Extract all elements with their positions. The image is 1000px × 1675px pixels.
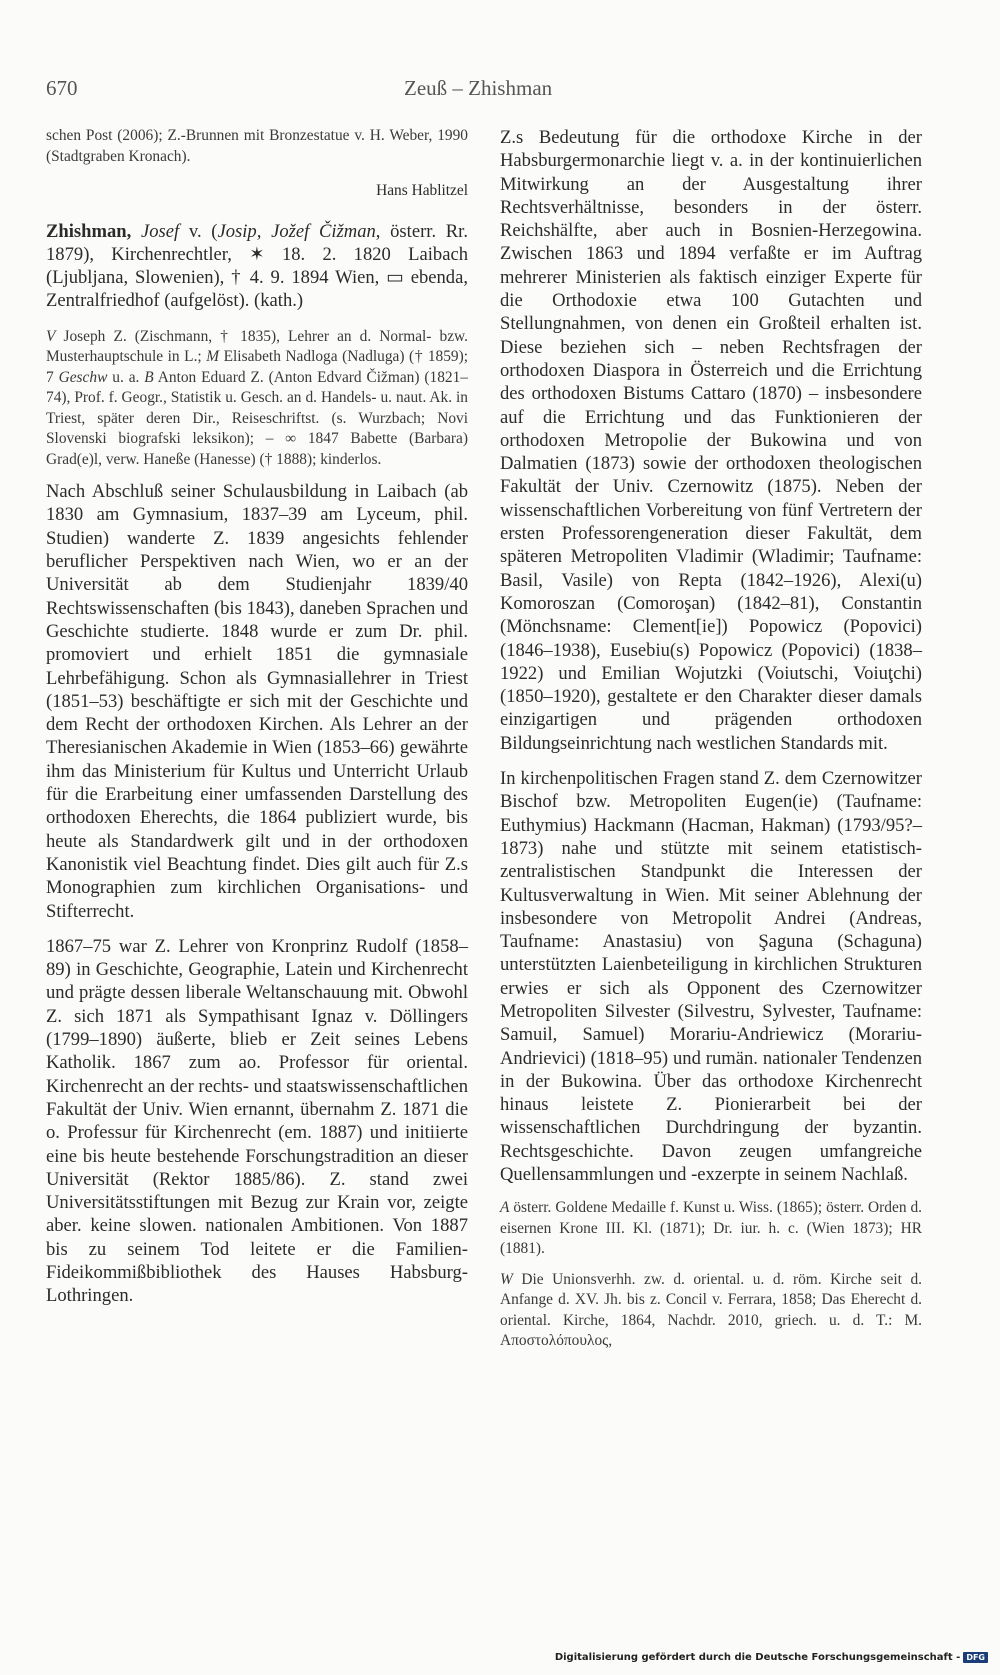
footer-text: Digitalisierung gefördert durch die Deutsche Forschungsgemeinschaft - <box>554 1652 961 1663</box>
entry-alt-name: Josip, Jožef Čižman <box>217 220 376 242</box>
family-label-b: B <box>144 368 154 386</box>
paragraph-2: 1867–75 war Z. Lehrer von Kronprinz Rudolf (1858–89) in Geschichte, Geographie, Latein und Kirchenrecht und prägte dessen liberale Weltanschauung mit. Obwohl Z. sich 1871 als Sympathisant Ignaz v. Döllingers (1799–1890) äußerte, blieb er Zeit seines Lebens Katholik. 1867 zum ao. Professor für oriental. Kirchenrecht an der rechts- und staatswissenschaftlichen Fakultät der Univ. Wien ernannt, übernahm Z. 1871 die o. Professur für Kirchenrecht (em. 1887) und initiierte eine bis heute bestehende Forschungstradition an dieser Universität (Rektor 1885/86). Z. stand zwei Universitätsstiftungen mit Bezug zur Krain vor, zeigte aber. keine slowen. nationalen Ambitionen. Von 1887 bis zu seinem Tod leitete er die Familien-Fideikommißbibliothek des Hauses Habsburg-Lothringen. <box>46 935 468 1307</box>
works-section <box>500 1270 922 1352</box>
family-text: Elisabeth Nadloga (Nadluga) († 1859); 7 <box>46 348 468 386</box>
works-text: Die Unionsverhh. zw. d. oriental. u. d. röm. Kirche seit d. Anfange d. XV. Jh. bis z. Concil v. Ferrara, 1858; Das Eherecht d. oriental. Kirche, 1864, Nachdr. 2010, griech. u. d. T.: M. Αποστολόπουλος, <box>500 1270 922 1350</box>
dfg-logo-icon: DFG <box>963 1652 988 1663</box>
awards-section <box>500 1198 922 1260</box>
family-text: u. a. <box>107 368 145 386</box>
family-text: Joseph Z. (Zischmann, † 1835), Lehrer an d. Normal- bzw. Musterhauptschule in L.; <box>46 327 468 366</box>
running-head: Zeuß – Zhishman <box>404 76 553 100</box>
awards-label: A <box>500 1199 510 1217</box>
paragraph-3: Z.s Bedeutung für die orthodoxe Kirche in der Habsburgermonarchie liegt v. a. in der kontinuierlichen Mitwirkung an der Ausgestaltung ihrer Rechtsverhältnisse, besonders in der österr. Reichshälfte, aber auch in Bosnien-Herzegowina. Zwischen 1863 und 1894 verfaßte er im Auftrag mehrerer Ministerien als faktisch einziger Experte für die Orthodoxie etwa 100 Gutachten und Stellungnahmen, von denen ein Großteil erhalten ist. Diese beziehen sich – neben Rechtsfragen der orthodoxen Diaspora in Österreich und die Errichtung des orthodoxen Bistums Cattaro (1870) – insbesondere auf die Errichtung und das Funktionieren der orthodoxen Metropolie der Bukowina und von Dalmatien (1873) sowie der orthodoxen theologischen Fakultät der Univ. Czernowitz (1875). Neben der wissenschaftlichen Vorbereitung von fünf Vertretern der ersten Professorengeneration dieser Fakultät, dem späteren Metropoliten Vladimir (Wladimir; Taufname: Basil, Vasile) von Repta (1842–1926), Alexi(u) Komoroszan (Comoroşan) (1842–81), Constantin (Mönchsname: Clement[ie]) Popowicz (Popovici) (1846–1938), Eusebiu(s) Popowicz (Popovici) (1838–1922) und Emilian Wojutzki (Voiutschi, Voiuţchi) (1850–1920), gestaltete er den Charakter dieser damals einzigartigen und prägenden orthodoxen Bildungseinrichtung nach westlichen Standards mit. <box>500 127 922 754</box>
digitization-footer <box>555 1652 988 1663</box>
family-label-geschw: Geschw <box>58 368 108 386</box>
family-text: Anton Eduard Z. (Anton Edvard Čižman) (1821–74), Prof. f. Geogr., Statistik u. Gesch. an d. Handels- u. naut. Ak. in Triest, später deren Dir., Reiseschriftst. (s. Wurzbach; Novi Slovenski biografski leksikon); – ∞ 1847 Babette (Barbara) Grad(e)l, verw. Haneße (Hanesse) († 1888); kinderlos. <box>46 368 469 468</box>
entry-v: v. ( <box>179 220 218 242</box>
entry-name: Zhishman, <box>46 220 132 242</box>
page-number: 670 <box>46 76 78 100</box>
family-label-v: V <box>46 327 56 345</box>
awards-text: österr. Goldene Medaille f. Kunst u. Wiss. (1865); österr. Orden d. eisernen Krone III. Kl. (1871); Dr. iur. h. c. (Wien 1873); HR (1881). <box>500 1199 922 1258</box>
works-label: W <box>500 1270 513 1288</box>
entry-bio-data: , österr. Rr. 1879), Kirchenrechtler, ✶ 18. 2. 1820 Laibach (Ljubljana, Slowenien), † 4. 9. 1894 Wien, ▭ ebenda, Zentralfriedhof (aufgelöst). (kath.) <box>46 220 468 312</box>
family-label-m: M <box>206 348 220 366</box>
right-column <box>500 126 922 1352</box>
family-section <box>46 327 468 471</box>
previous-entry-author: Hans Hablitzel <box>376 182 468 199</box>
paragraph-4: In kirchenpolitischen Fragen stand Z. dem Czernowitzer Bischof bzw. Metropoliten Eugen(ie) (Taufname: Euthymius) Hackmann (Hacman, Hakman) (1793/95?–1873) nahe und stützte mit seinem etatistisch-zentralistischen Standpunkt die Interessen der Kultusverwaltung in Wien. Mit seiner Ablehnung der insbesondere von Metropolit Andrei (Andreas, Taufname: Anastasiu) von Şaguna (Schaguna) unterstützten Laienbeteiligung in kirchlichen Strukturen erwies er sich als Opponent des Czernowitzer Metropoliten Silvester (Silvestru, Sylvester, Taufname: Samuil, Samuel) Morariu-Andriewicz (Morariu-Andrievici) (1818–95) und rumän. nationaler Tendenzen in der Bukowina. Über das orthodoxe Kirchenrecht hinaus leistete Z. Pionierarbeit bei der wissenschaftlichen Durchdringung der byzantin. Rechtsgeschichte. Davon zeugen umfangreiche Quellensammlungen und -exzerpte in seinem Nachlaß. <box>500 768 922 1186</box>
entry-given-name: Josef <box>140 220 180 242</box>
left-column <box>46 126 468 1308</box>
entry-heading <box>46 220 468 313</box>
paragraph-1: Nach Abschluß seiner Schulausbildung in Laibach (ab 1830 am Gymnasium, 1837–39 am Lyceum, phil. Studien) wanderte Z. 1839 angesichts fehlender beruflicher Perspektiven nach Wien, wo er an der Universität ab dem Studienjahr 1839/40 Rechtswissenschaften (bis 1843), daneben Sprachen und Geschichte studierte. 1848 wurde er zum Dr. phil. promoviert und erhielt 1851 die gymnasiale Lehrbefähigung. Schon als Gymnasiallehrer in Triest (1851–53) beschäftigte er sich mit der Geschichte und dem Recht der orthodoxen Kirchen. Als Lehrer an der Theresianischen Akademie in Wien (1853–66) gewährte ihm das Ministerium für Kultus und Unterricht Urlaub für die Erarbeitung einer umfassenden Darstellung des orthodoxen Eherechts, die 1864 publiziert wurde, bis heute als Standardwerk gilt und in der orthodoxen Kanonistik viel Beachtung findet. Dies gilt auch für Z.s Monographien zum kirchlichen Organisations- und Stifterrecht. <box>46 481 468 922</box>
previous-entry-tail: schen Post (2006); Z.-Brunnen mit Bronzestatue v. H. Weber, 1990 (Stadtgraben Kronach). <box>46 127 468 165</box>
